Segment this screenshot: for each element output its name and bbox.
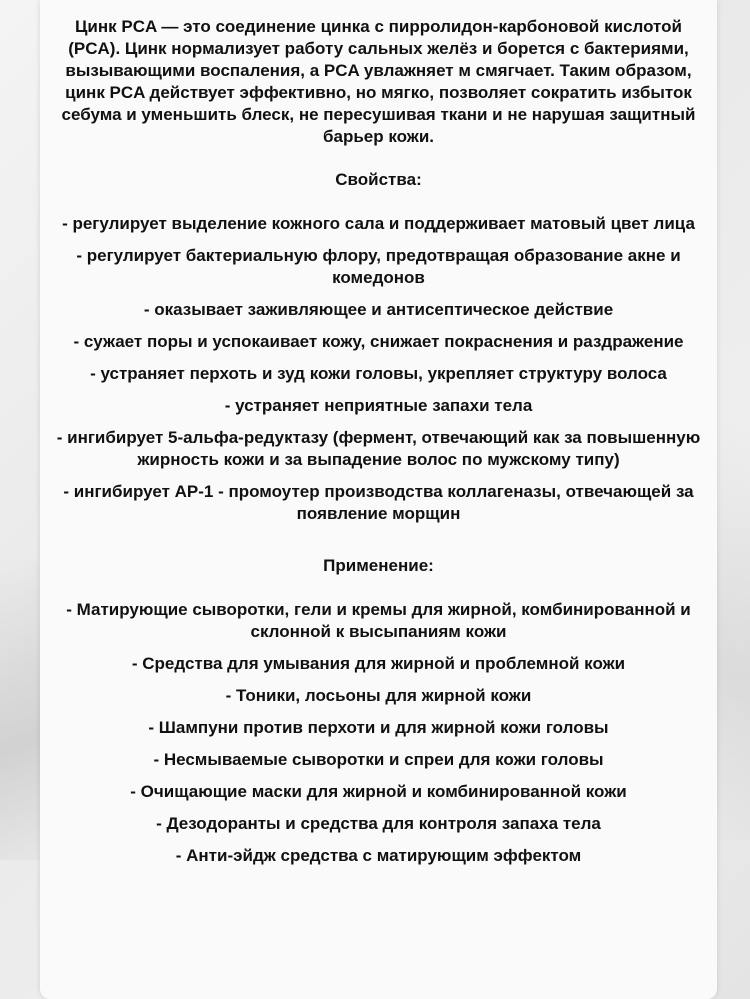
content-card	[40, 0, 717, 999]
application-item: - Несмываемые сыворотки и спреи для кожи головы	[153, 750, 604, 769]
application-item: - Матирующие сыворотки, гели и кремы для жирной, комбинированной и склонной к высыпаниям кожи	[66, 600, 691, 641]
application-item: - Шампуни против перхоти и для жирной кожи головы	[148, 718, 609, 737]
properties-list	[52, 213, 705, 525]
intro-paragraph: Цинк PCA — это соединение цинка с пирролидон-карбоновой кислотой (PCA). Цинк нормализует работу сальных желёз и борется с бактериями, вызывающими воспаления, а PCA увлажняет м смягчает. Таким образом, цинк PCA действует эффективно, но мягко, позволяет сократить избыток себума и уменьшить блеск, не пересушивая ткани и не нарушая защитный барьер кожи.	[61, 17, 696, 146]
section-gap	[52, 535, 705, 555]
application-item: - Очищающие маски для жирной и комбинированной кожи	[130, 782, 627, 801]
properties-heading: Свойства:	[335, 170, 422, 189]
application-item: - Дезодоранты и средства для контроля запаха тела	[156, 814, 601, 833]
property-item: - сужает поры и успокаивает кожу, снижает покраснения и раздражение	[73, 332, 684, 351]
application-item: - Тоники, лосьоны для жирной кожи	[225, 686, 532, 705]
application-item: - Средства для умывания для жирной и проблемной кожи	[131, 654, 626, 673]
application-list	[52, 599, 705, 867]
background-shade-right	[714, 420, 750, 840]
property-item: - ингибирует AP-1 - промоутер производства коллагеназы, отвечающей за появление морщин	[63, 482, 694, 523]
application-item: - Анти-эйдж средства с матирующим эффектом	[175, 846, 582, 865]
property-item: - устраняет перхоть и зуд кожи головы, укрепляет структуру волоса	[90, 364, 667, 383]
application-heading: Применение:	[323, 556, 434, 575]
property-item: - регулирует выделение кожного сала и поддерживает матовый цвет лица	[62, 214, 695, 233]
property-item: - ингибирует 5-альфа-редуктазу (фермент, отвечающий как за повышенную жирность кожи и за выпадение волос по мужскому типу)	[56, 428, 701, 469]
property-item: - устраняет неприятные запахи тела	[224, 396, 533, 415]
property-item: - регулирует бактериальную флору, предотвращая образование акне и комедонов	[76, 246, 681, 287]
property-item: - оказывает заживляющее и антисептическое действие	[143, 300, 614, 319]
